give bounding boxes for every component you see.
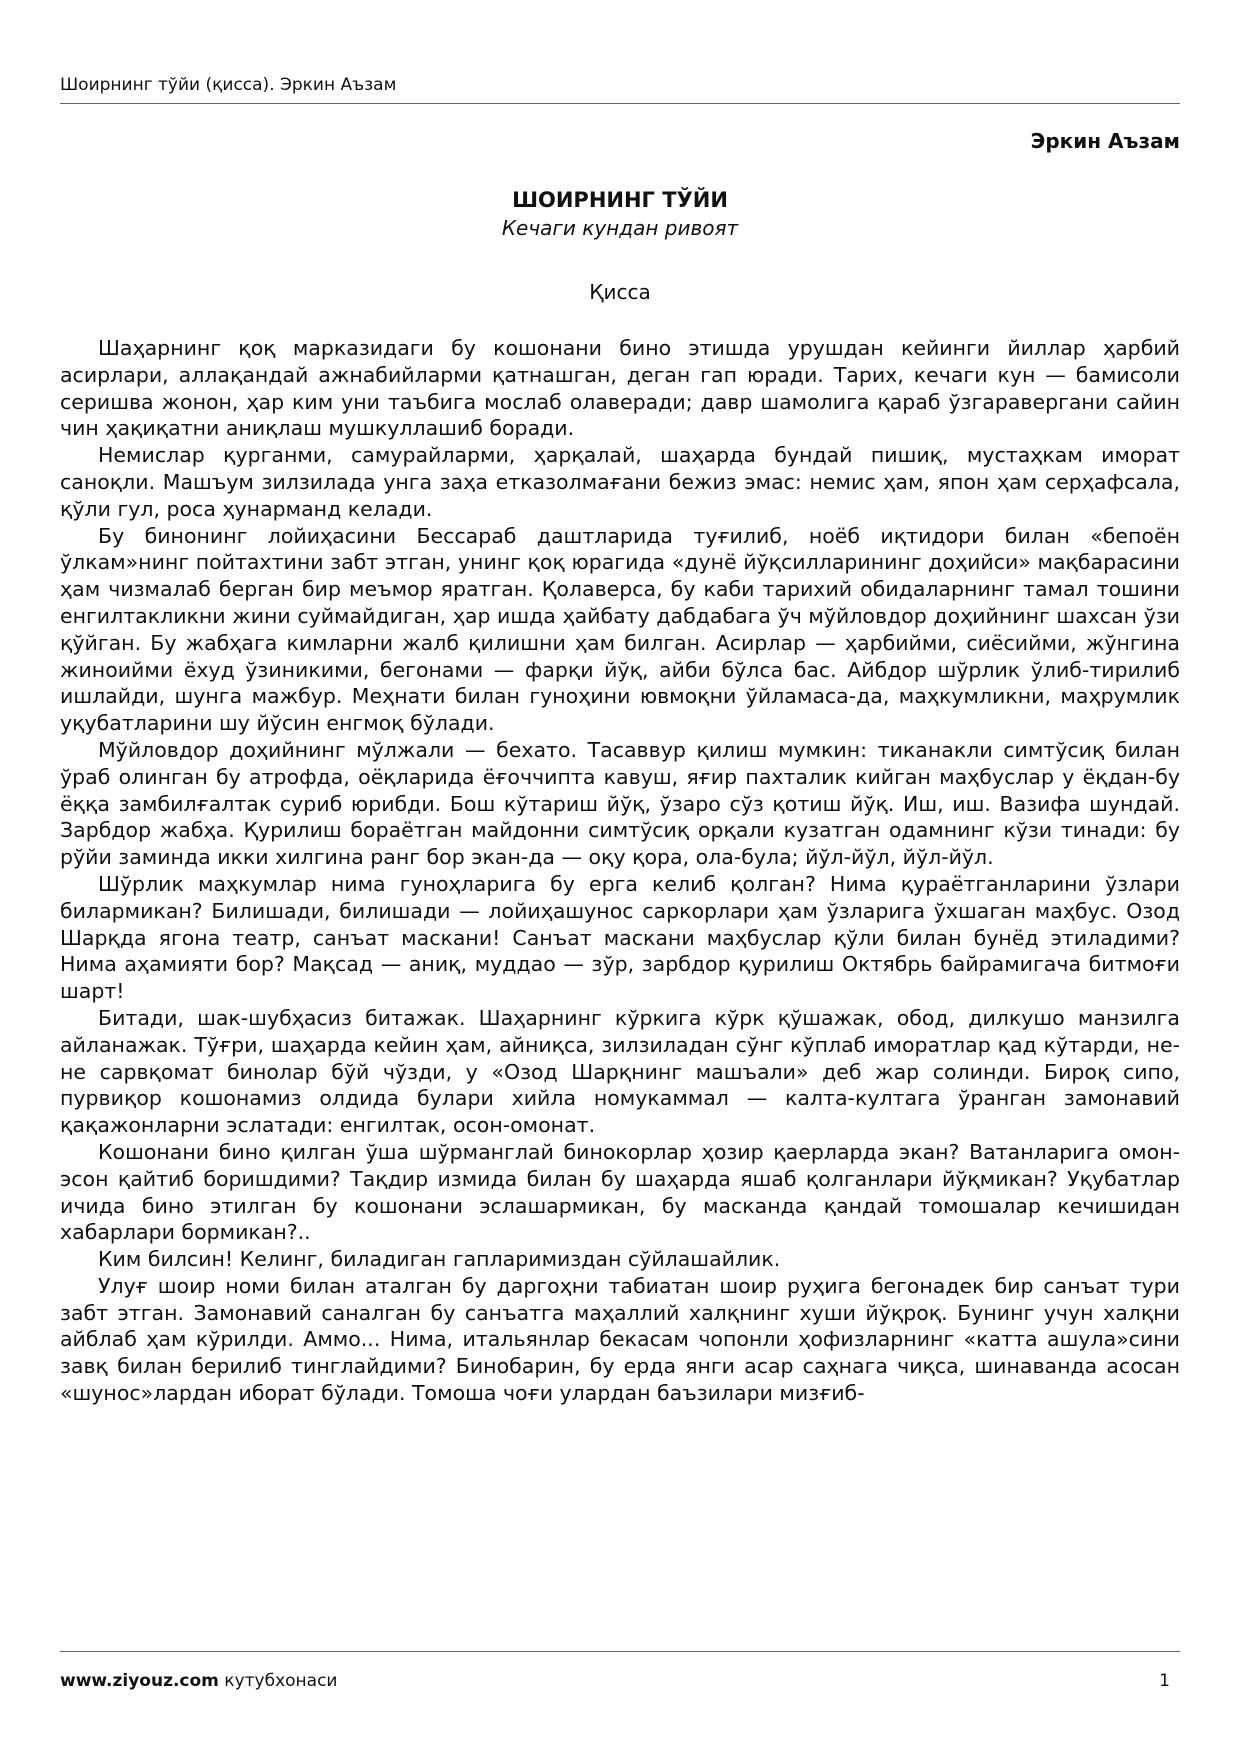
body-text	[60, 335, 1180, 1407]
genre-label: Қисса	[589, 280, 651, 304]
footer-site-label: кутубхонаси	[218, 1671, 338, 1691]
paragraph: Немислар қурганми, самурайларми, ҳарқалай, шаҳарда бундай пишиқ, мустаҳкам иморат саноқли. Машъум зилзилада унга заҳа етказолмағани бежиз эмас: немис ҳам, япон ҳам серҳафсала, қўли гул, роса ҳунарманд келади.	[60, 443, 1180, 521]
page-number: 1	[1159, 1671, 1170, 1691]
footer-site-link[interactable]: www.ziyouz.com	[60, 1671, 219, 1691]
paragraph: Улуғ шоир номи билан аталган бу даргоҳни табиатан шоир руҳига бегонадек бир санъат тури забт этган. Замонавий саналган бу санъатга маҳаллий халқнинг хуши йўқроқ. Бунинг учун халқни айблаб ҳам кўрилди. Аммо... Нима, итальянлар бекасам чопонли ҳофизларнинг «катта ашула»сини завқ билан берилиб тинглайдими? Бинобарин, бу ерда янги асар саҳнага чиқса, шинаванда асосан «шунос»лардан иборат бўлади. Томоша чоғи улардан баъзилари мизғиб-	[60, 1273, 1180, 1406]
header-divider	[60, 103, 1180, 104]
running-header: Шоирнинг тўйи (қисса). Эркин Аъзам	[60, 75, 397, 95]
paragraph: Бу бинонинг лойиҳасини Бессараб даштларида туғилиб, ноёб иқтидори билан «бепоён ўлкам»нинг пойтахтини забт этган, унинг қоқ юрагида «дунё йўқсилларининг доҳийси» мақбарасини ҳам чизмалаб берган бир меъмор яратган. Қолаверса, бу каби тарихий обидаларнинг тамал тошини енгилтакликни жини суймайдиган, ҳар ишда ҳайбату дабдабага ўч мўйловдор доҳийнинг шахсан ўзи қўйган. Бу жабҳага кимларни жалб қилишни ҳам билган. Асирлар — ҳарбийми, сиёсийми, жўнгина жиноийми ёхуд ўзиникими, бегонами — фарқи йўқ, айби бўлса бас. Айбдор шўрлик ўлиб-тирилиб ишлайди, шунга мажбур. Меҳнати билан гуноҳини ювмоқни ўйламаса-да, маҳкумликни, маҳрумлик уқубатларини шу йўсин енгмоқ бўлади.	[60, 523, 1180, 736]
document-title: ШОИРНИНГ ТЎЙИ	[512, 188, 728, 212]
paragraph: Кошонани бино қилган ўша шўрманглай бинокорлар ҳозир қаерларда экан? Ватанларига омон-эсон қайтиб боришдими? Тақдир измида билан бу шаҳарда яшаб қолганлари йўқмикан? Уқубатлар ичида бино этилган бу кошонани эслашармикан, бу масканда қандай томошалар кечишидан хабарлари бормикан?..	[60, 1139, 1180, 1245]
author-name: Эркин Аъзам	[1030, 129, 1180, 153]
paragraph: Ким билсин! Келинг, биладиган гапларимиздан сўйлашайлик.	[98, 1247, 781, 1272]
paragraph: Мўйловдор доҳийнинг мўлжали — бехато. Тасаввур қилиш мумкин: тиканакли симтўсиқ билан ўраб олинган бу атрофда, оёқларида ёғоччипта кавуш, яғир пахталик кийган маҳбуслар у ёқдан-бу ёққа замбилғалтак суриб юрибди. Бош кўтариш йўқ, ўзаро сўз қотиш йўқ. Иш, иш. Вазифа шундай. Зарбдор жабҳа. Қурилиш бораётган майдонни симтўсиқ орқали кузатган одамнинг кўзи тинади: бу рўйи заминда икки хилгина ранг бор экан-да — оқу қора, ола-була; йўл-йўл, йўл-йўл.	[60, 737, 1180, 870]
document-subtitle: Кечаги кундан ривоят	[501, 216, 739, 240]
paragraph: Шўрлик маҳкумлар нима гуноҳларига бу ерга келиб қолган? Нима қураётганларини ўзлари билармикан? Билишади, билишади — лойиҳашунос саркорлари ҳам ўзларига ўхшаган маҳбус. Озод Шарқда ягона театр, санъат маскани! Санъат маскани маҳбуслар қўли билан бунёд этиладими? Нима аҳамияти бор? Мақсад — аниқ, муддао — зўр, зарбдор қурилиш Октябрь байрамигача битмоғи шарт!	[60, 871, 1180, 1004]
paragraph: Битади, шак-шубҳасиз битажак. Шаҳарнинг кўркига кўрк қўшажак, обод, дилкушо манзилга айланажак. Тўғри, шаҳарда кейин ҳам, айниқса, зилзиладан сўнг кўплаб иморатлар қад кўтарди, не-не сарвқомат бинолар бўй чўзди, у «Озод Шарқнинг машъали» деб жар солинди. Бироқ сипо, пурвиқор кошонамиз олдида булари хийла номукаммал — калта-култага ўранган замонавий қақажонларни эслатади: енгилтак, осон-омонат.	[60, 1005, 1180, 1138]
footer-divider	[60, 1651, 1180, 1652]
paragraph: Шаҳарнинг қоқ марказидаги бу кошонани бино этишда урушдан кейинги йиллар ҳарбий асирлари, аллақандай ажнабийларми қатнашган, деган гап юради. Тарих, кечаги кун — бамисоли серишва жонон, ҳар ким уни таъбига мослаб олаверади; давр шамолига қараб ўзгаравергани сайин чин ҳақиқатни аниқлаш мушкуллашиб боради.	[60, 336, 1180, 441]
footer-source	[60, 1670, 337, 1692]
